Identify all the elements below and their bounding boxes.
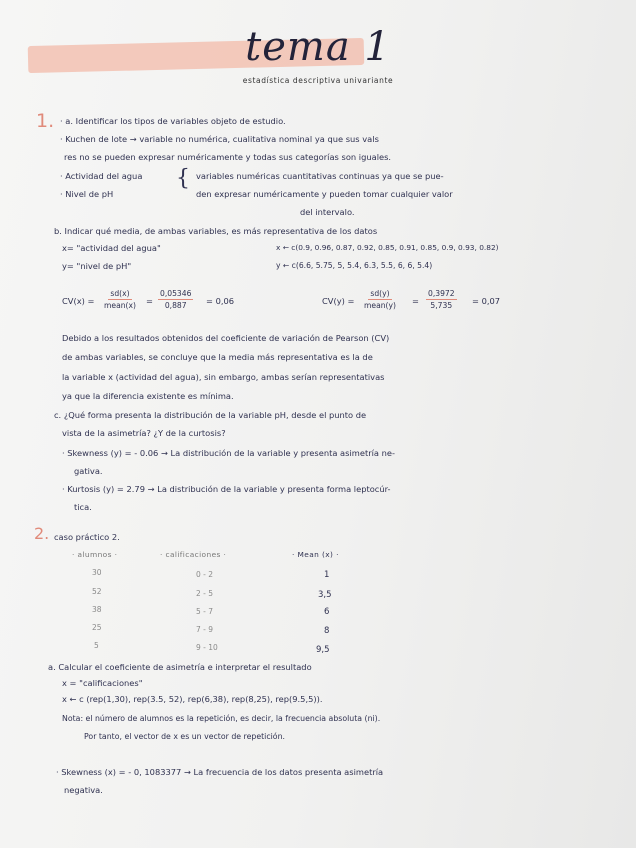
cv-x-value-fraction: $\frac{0,05346}{0,887}$ <box>160 289 192 310</box>
table-header-calificaciones: · calificaciones · <box>160 550 227 559</box>
text-line: variables numéricas cuantitativas continuas ya que se pue- <box>196 171 444 181</box>
text-line: ya que la diferencia existente es mínima. <box>62 391 234 401</box>
text-line: x = "calificaciones" <box>62 678 143 688</box>
section-2-number: 2. <box>34 524 50 543</box>
curly-brace-icon: { <box>176 166 190 191</box>
section-1-number: 1. <box>36 110 55 132</box>
cv-y-fraction: sd(y) mean(y) <box>364 289 396 310</box>
text-line: tica. <box>74 502 92 512</box>
text-line: x= "actividad del agua" <box>62 243 161 253</box>
text-line: · Actividad del agua <box>60 171 143 181</box>
question-1c: c. ¿Qué forma presenta la distribución de la variable pH, desde el punto de <box>54 410 367 420</box>
page-subtitle: estadística descriptiva univariante <box>242 76 394 85</box>
cv-y-value-fraction: $\frac{0,3972}{5,735}$ <box>428 289 455 310</box>
text-line: y= "nivel de pH" <box>62 261 132 271</box>
text-line: · Skewness (x) = - 0, 1083377 → La frecuencia de los datos presenta asimetría <box>56 767 384 777</box>
cv-x-fraction: sd(x) mean(x) <box>104 289 136 310</box>
text-line: · Skewness (y) = - 0.06 → La distribución de la variable y presenta asimetría ne- <box>62 448 395 458</box>
question-2a: a. Calcular el coeficiente de asimetría e interpretar el resultado <box>48 662 312 672</box>
table-header-alumnos: · alumnos · <box>72 550 118 559</box>
section-2-heading: caso práctico 2. <box>54 532 120 542</box>
cv-y-result: = 0,07 <box>472 296 501 306</box>
cv-y-label: CV(y) = <box>322 296 355 306</box>
text-line: vista de la asimetría? ¿Y de la curtosis? <box>62 428 226 438</box>
note-line: Por tanto, el vector de x es un vector de repetición. <box>84 732 285 741</box>
cv-x-result: = 0,06 <box>206 296 235 306</box>
text-line: de ambas variables, se concluye que la media más representativa es la de <box>62 352 373 362</box>
text-line: · Kurtosis (y) = 2.79 → La distribución de la variable y presenta forma leptocúr- <box>62 484 391 494</box>
text-line: Debido a los resultados obtenidos del coeficiente de variación de Pearson (CV) <box>62 333 390 343</box>
question-1a: · a. Identificar los tipos de variables objeto de estudio. <box>60 116 286 126</box>
note-line: Nota: el número de alumnos es la repetición, es decir, la frecuencia absoluta (ni). <box>62 714 381 723</box>
text-line: negativa. <box>64 785 103 795</box>
text-line: x ← c (rep(1,30), rep(3.5, 52), rep(6,38), rep(8,25), rep(9.5,5)). <box>62 694 323 704</box>
cv-x-label: CV(x) = <box>62 296 95 306</box>
page-title: tema 1 <box>245 24 391 70</box>
text-line: res no se pueden expresar numéricamente y todas sus categorías son iguales. <box>64 152 392 162</box>
text-line: y ← c(6.6, 5.75, 5, 5.4, 6.3, 5.5, 6, 6, 5.4) <box>276 261 433 270</box>
question-1b: b. Indicar qué media, de ambas variables, es más representativa de los datos <box>54 226 378 236</box>
equals-sign: = <box>146 296 153 306</box>
text-line: del intervalo. <box>300 207 355 217</box>
equals-sign: = <box>412 296 419 306</box>
text-line: gativa. <box>74 466 103 476</box>
text-line: · Kuchen de lote → variable no numérica, cualitativa nominal ya que sus vals <box>60 134 379 144</box>
notebook-page: tema 1 estadística descriptiva univariante 1. · a. Identificar los tipos de variables objeto de estudio. · Kuchen de lote → variable no numérica, cualitativa nominal ya que sus vals res no se pueden expresar numéricamente y todas sus categorías son iguales. · Actividad del agua · Nivel de pH { variables numéricas cuantitativas continuas ya que se pue- den expresar numéricamente y pueden tomar cualquier valor del intervalo. b. Indicar qué media, de ambas variables, es más representativa de los datos x= "actividad del agua" x ← c(0.9, 0.96, 0.87, 0.92, 0.85, 0.91, 0.85, 0.9, 0.93, 0.82) y= "nivel de pH" y ← c(6.6, 5.75, 5, 5.4, 6.3, 5.5, 6, 6, 5.4) CV(x) = sd(x) mean(x) = $\frac{0,05346}{0,887}$ = 0,06 CV(y) = sd(y) mean(y) = $\frac{0,3972}{5,735}$ = 0,07 Debido a los resultados obtenidos del coeficiente de variación de Pearson (CV) de ambas variables, se concluye que la media más representativa es la de la variable x (actividad del agua), sin embargo, ambas serían representativas ya que la diferencia existente es mínima. c. ¿Qué forma presenta la distribución de la variable pH, desde el punto de vista de la asimetría? ¿Y de la curtosis? · Skewness (y) = - 0.06 → La distribución de la variable y presenta asimetría ne- gativa. · Kurtosis (y) = 2.79 → La distribución de la variable y presenta forma leptocúr- tica. 2. caso práctico 2. · alumnos · · calificaciones · · Mean (x) · 30 0 - 2 1 52 2 - 5 3,5 38 5 - 7 6 25 7 - 9 8 5 9 - 10 9,5 a. Calcular el coeficiente de asimetría e interpretar el resultado x = "calificaciones" x ← c (rep(1,30), rep(3.5, 52), rep(6,38), rep(8,25), rep(9.5,5)). Nota: el número de alumnos es la repetición, es decir, la frecuencia absoluta (ni). Por tanto, el vector de x es un vector de repetición. · Skewness (x) = - 0, 1083377 → La frecuencia de los datos presenta asimetría negativa. <box>0 0 636 848</box>
text-line: x ← c(0.9, 0.96, 0.87, 0.92, 0.85, 0.91, 0.85, 0.9, 0.93, 0.82) <box>276 243 499 252</box>
text-line: den expresar numéricamente y pueden tomar cualquier valor <box>196 189 453 199</box>
text-line: · Nivel de pH <box>60 189 114 199</box>
text-line: la variable x (actividad del agua), sin embargo, ambas serían representativas <box>62 372 385 382</box>
table-header-mean: · Mean (x) · <box>292 550 339 559</box>
